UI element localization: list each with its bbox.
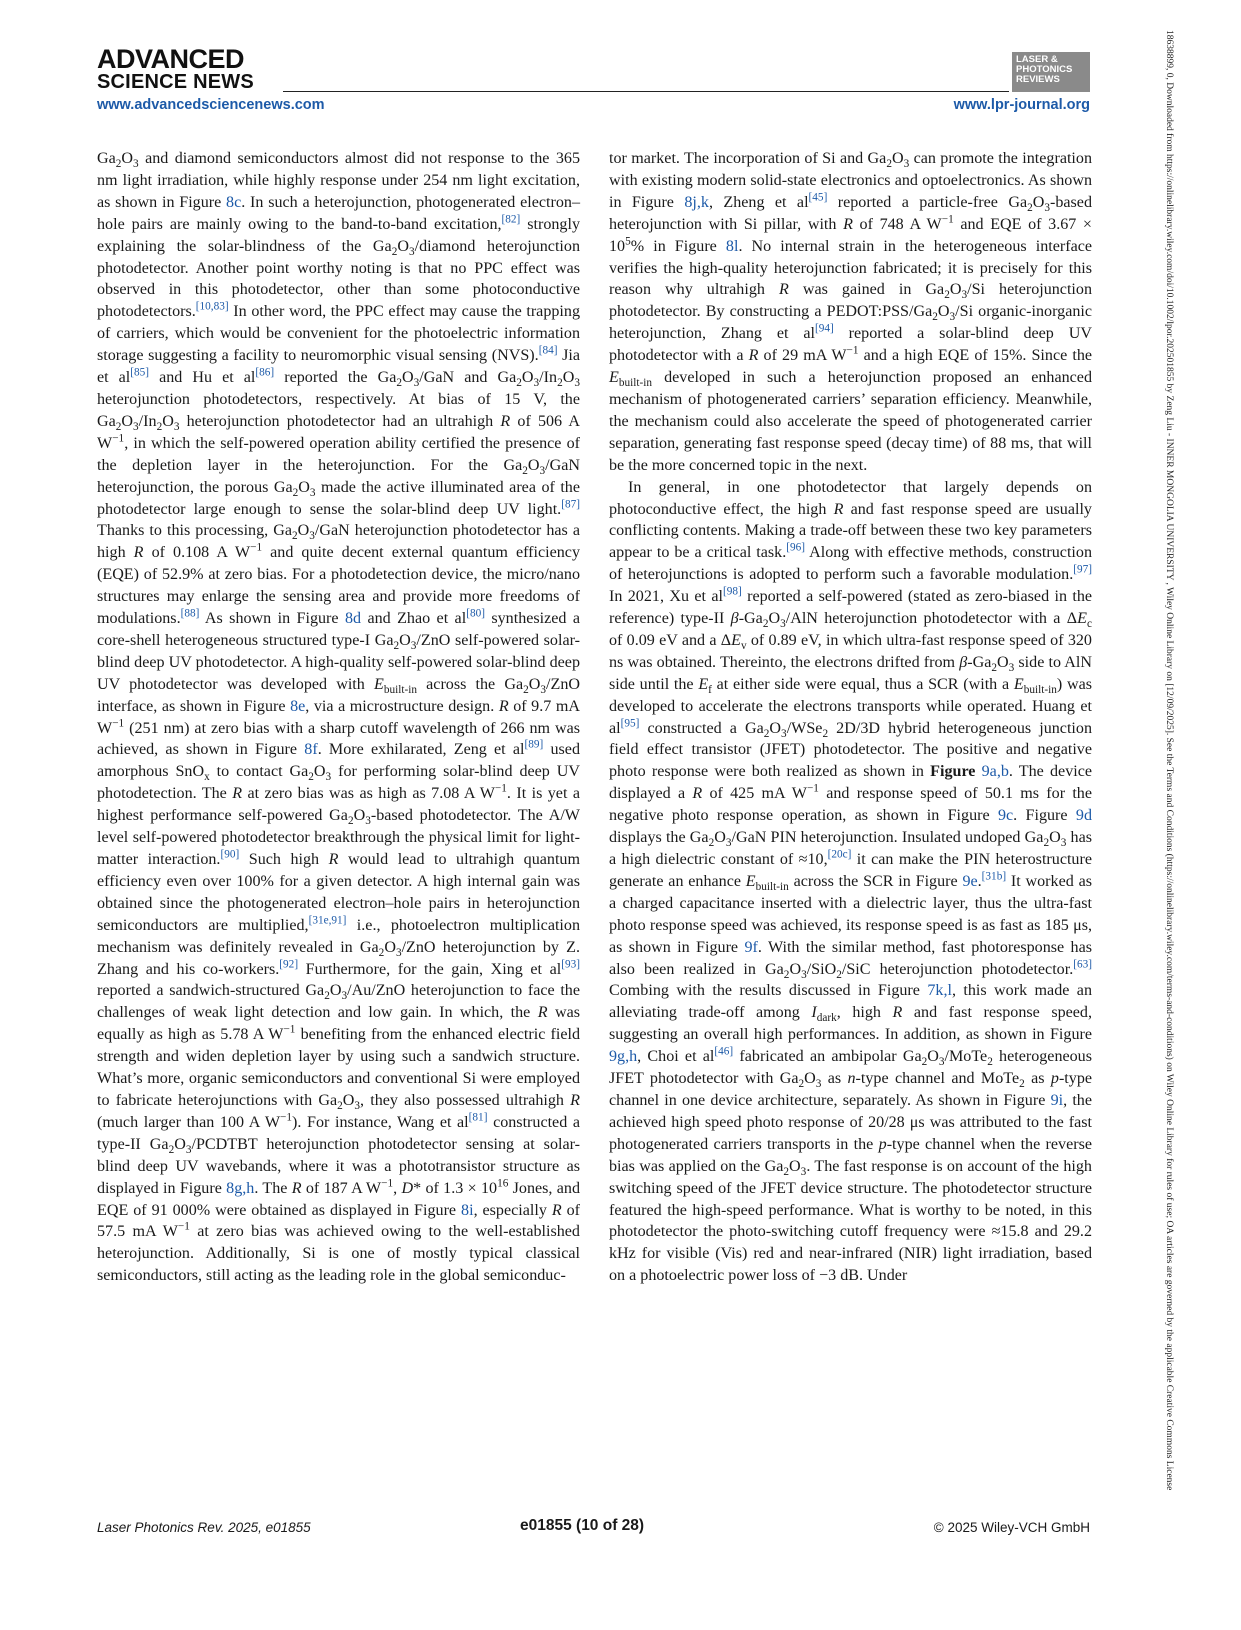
figure-link[interactable]: 8e bbox=[290, 697, 306, 715]
publisher-logo-subtitle: SCIENCE NEWS bbox=[97, 71, 254, 93]
citation-link[interactable]: [97] bbox=[1073, 563, 1092, 576]
figure-link[interactable]: 9d bbox=[1075, 807, 1092, 825]
body-paragraph: $Ga_2O_3$ and diamond semiconductors almost did not response to the 365 nm light irradiation, while highly response under 254 nm light excitation, as shown in Figure 8c. In such a heterojunction, photogenerated electron–hole pairs are mainly owing to the band-to-band excitation,[82] strongly explaining the solar-blindness of the $Ga_2O_3$/diamond heterojunction photodetector. Another point worthy noting is that no PPC effect was observed in this photodetector, other than some photoconductive photodetectors.[10,83] In other word, the PPC effect may cause the trapping of carriers, which would be convenient for the photoelectric information storage suggesting a facility to neuromorphic visual sensing (NVS).[84] Jia et al[85] and Hu et al[86] reported the $Ga_2O_3$/GaN and $Ga_2O_3/In_2O_3$ heterojunction photodetectors, respectively. At bias of 15 V, the $Ga_2O_3/In_2O_3$ heterojunction photodetector had an ultrahigh R of 506 A $W^{-1}$, in which the self-powered operation ability certified the presence of the depletion layer in the heterojunction. For the $Ga_2O_3$/GaN heterojunction, the porous $Ga_2O_3$ made the active illuminated area of the photodetector large enough to sense the solar-blind deep UV light.[87] Thanks to this processing, $Ga_2O_3$/GaN heterojunction photodetector has a high R of 0.108 A $W^{-1}$ and quite decent external quantum efficiency (EQE) of 52.9% at zero bias. For a photodetection device, the micro/nano structures may enlarge the sensing area and provide more freedoms of modulations.[88] As shown in Figure 8d and Zhao et al[80] synthesized a core-shell heterogeneous structured type-I $Ga_2O_3$/ZnO self-powered solar-blind deep UV photodetector. A high-quality self-powered solar-blind deep UV photodetector was developed with $E_{built-in}$ across the $Ga_2O_3$/ZnO interface, as shown in Figure 8e, via a microstructure design. R of 9.7 mA $W^{-1}$ (251 nm) at zero bias with a sharp cutoff wavelength of 266 nm was achieved, as shown in Figure 8f. More exhilarated, Zeng et al[89] used amorphous SnO$_x$ to contact $Ga_2O_3$ for performing solar-blind deep UV photodetection. The R at zero bias was as high as 7.08 A $W^{-1}$. It is yet a highest performance self-powered $Ga_2O_3$-based photodetector. The A/W level self-powered photodetector breakthrough the physical limit for light-matter interaction.[90] Such high R would lead to ultrahigh quantum efficiency even over 100% for a given detector. A high internal gain was obtained since the photogenerated electron–hole pairs in heterojunction semiconductors are multiplied,[31e,91] i.e., photoelectron multiplication mechanism was definitely revealed in $Ga_2O_3$/ZnO heterojunction by Z. Zhang and his co-workers.[92] Furthermore, for the gain, Xing et al[93] reported a sandwich-structured $Ga_2O_3/Au$/ZnO heterojunction to face the challenges of weak light detection and low gain. In which, the R was equally as high as 5.78 A $W^{-1}$ benefiting from the enhanced electric field strength and widen depletion layer by using such a sandwich structure. What’s more, organic semiconductors and conventional Si were employed to fabricate heterojunctions with $Ga_2O_3$, they also possessed ultrahigh R (much larger than 100 A $W^{-1}$). For instance, Wang et al[81] constructed a type-II $Ga_2O_3$/PCDTBT heterojunction photodetector sensing at solar-blind deep UV wavebands, where it was a phototransistor structure as displayed in Figure 8g,h. The R of 187 A $W^{-1}$, D* of $1.3 \times 10^{16}$ Jones, and EQE of 91 000% were obtained as displayed in Figure 8i, especially R of 57.5 mA $W^{-1}$ at zero bias was achieved owing to the well-established heterojunction. Additionally, Si is one of mostly typical classical semiconductors, still acting as the leading role in the global semiconduc- bbox=[97, 150, 581, 1285]
figure-link[interactable]: 9e bbox=[962, 872, 978, 890]
citation-link[interactable]: [89] bbox=[524, 739, 544, 752]
figure-link[interactable]: 7k,l bbox=[927, 982, 952, 1000]
citation-link[interactable]: [88] bbox=[180, 607, 200, 620]
body-paragraph: In general, in one photodetector that largely depends on photoconductive effect, the high R and fast response speed are usually conflicting contents. Making a trade-off between these two key parameters appear to be a critical task.[96] Along with effective methods, construction of heterojunctions is adopted to perform such a favorable modulation.[97] In 2021, Xu et al[98] reported a self-powered (stated as zero-biased in the reference) type-II $\beta-Ga_2O_3$/AlN heterojunction photodetector with a $\Delta E_c$ of 0.09 eV and a $\Delta E_v$ of 0.89 eV, in which ultra-fast response speed of 320 ns was obtained. Thereinto, the electrons drifted from $\beta-Ga_2O_3$ side to AlN side until the $E_f$ at either side were equal, thus a SCR (with a $E_{built-in}$) was developed to accelerate the electrons transports while operated. Huang et al[95] constructed a $Ga_2O_3/WSe_2$ 2D/3D hybrid heterogeneous junction field effect transistor (JFET) photodetector. The positive and negative photo response were both realized as shown in Figure 9a,b. The device displayed a R of 425 mA $W^{-1}$ and response speed of 50.1 ms for the negative photo response operation, as shown in Figure 9c. Figure 9d displays the $Ga_2O_3$/GaN PIN heterojunction. Insulated undoped $Ga_2O_3$ has a high dielectric constant of ≈10,[20c] it can make the PIN heterostructure generate an enhance $E_{built-in}$ across the SCR in Figure 9e.[31b] It worked as a charged capacitance inserted with a dielectric layer, thus the ultra-fast photo response speed was achieved, its response speed is as fast as 185 μs, as shown in Figure 9f. With the similar method, fast photoresponse has also been realized in $Ga_2O_3/SiO_2$/SiC heterojunction photodetector.[63] Combing with the results discussed in Figure 7k,l, this work made an alleviating trade-off among $I_{dark}$, high R and fast response speed, suggesting an overall high performances. In addition, as shown in Figure 9g,h, Choi et al[46] fabricated an ambipolar $Ga_2O_3/MoTe_2$ heterogeneous JFET photodetector with $Ga_2O_3$ as n-type channel and MoTe$_2$ as p-type channel in one device architecture, separately. As shown in Figure 9i, the achieved high speed photo response of 20/28 μs was attributed to the fast photogenerated carriers transports in the p-type channel when the reverse bias was applied on the $Ga_2O_3$. The fast response is on account of the high switching speed of the JFET device structure. The photodetector structure featured the high-speed performance. What is worthy to be noted, in this photodetector the photo-switching cutoff frequency were ≈15.8 and 29.2 kHz for visible (Vis) red and near-infrared (NIR) light irradiation, based on a photoelectric power loss of −3 dB. Under bbox=[609, 478, 1093, 1285]
citation-link[interactable]: [81] bbox=[468, 1111, 488, 1124]
figure-link[interactable]: 9i bbox=[1050, 1091, 1064, 1109]
citation-link[interactable]: [92] bbox=[279, 958, 299, 971]
citation-link[interactable]: [96] bbox=[786, 541, 806, 554]
citation-link[interactable]: [45] bbox=[808, 191, 828, 204]
page-number: e01855 (10 of 28) bbox=[520, 1517, 645, 1534]
citation-link[interactable]: [80] bbox=[466, 607, 485, 620]
header-rule bbox=[283, 91, 1009, 92]
figure-link[interactable]: 9f bbox=[744, 938, 758, 956]
citation-link[interactable]: [10,83] bbox=[195, 300, 229, 313]
citation-link[interactable]: [93] bbox=[561, 958, 580, 971]
citation-link[interactable]: [31e,91] bbox=[308, 914, 347, 927]
figure-link[interactable]: 9c bbox=[997, 807, 1014, 825]
figure-link[interactable]: 8f bbox=[304, 741, 318, 759]
citation-link[interactable]: [31b] bbox=[981, 870, 1007, 883]
citation-link[interactable]: [98] bbox=[722, 585, 742, 598]
figure-link[interactable]: 8l bbox=[725, 237, 739, 255]
figure-link[interactable]: 8d bbox=[344, 610, 362, 628]
figure-link[interactable]: 8j,k bbox=[684, 193, 709, 211]
journal-logo: LASER & PHOTONICS REVIEWS bbox=[1012, 52, 1090, 92]
figure-link[interactable]: 8g,h bbox=[226, 1179, 255, 1197]
publisher-logo: ADVANCED bbox=[97, 44, 245, 74]
right-column bbox=[609, 148, 1092, 1287]
citation-link[interactable]: [86] bbox=[255, 366, 275, 379]
citation-link[interactable]: [84] bbox=[538, 344, 558, 357]
copyright: © 2025 Wiley-VCH GmbH bbox=[933, 1520, 1090, 1535]
citation-link[interactable]: [90] bbox=[220, 848, 240, 861]
figure-link[interactable]: 8i bbox=[461, 1201, 474, 1219]
download-notice: 18638899, 0, Downloaded from https://onlinelibrary.wiley.com/doi/10.1002/lpor.202501855 by Zeng Liu - INNER MONGOLIA UNIVERSITY , Wiley Online Library on [12/09/2025]. See the Terms and Conditions (https://onlinelibrary.wiley.com/terms-and-conditions) on Wiley Online Library for rules of use; OA articles are governed by the applicable Creative Commons License bbox=[1164, 30, 1174, 1491]
figure-link[interactable]: 9g,h bbox=[609, 1048, 638, 1066]
citation-link[interactable]: [85] bbox=[130, 366, 150, 379]
citation-link[interactable]: [82] bbox=[501, 213, 521, 226]
citation-link[interactable]: [63] bbox=[1073, 958, 1092, 971]
body-paragraph: tor market. The incorporation of Si and $Ga_2O_3$ can promote the integration with existing modern solid-state electronics and optoelectronics. As shown in Figure 8j,k, Zheng et al[45] reported a particle-free $Ga_2O_3$-based heterojunction with Si pillar, with R of 748 A $W^{-1}$ and EQE of $3.67 \times 10^5\%$ in Figure 8l. No internal strain in the heterogeneous interface verifies the high-quality heterojunction fabricated; it is precisely for this reason why ultrahigh R was gained in $Ga_2O_3/Si$ heterojunction photodetector. By constructing a $PEDOT:PSS/Ga_2O_3/Si$ organic-inorganic heterojunction, Zhang et al[94] reported a solar-blind deep UV photodetector with a R of 29 mA $W^{-1}$ and a high EQE of 15%. Since the $E_{built-in}$ developed in such a heterojunction proposed an enhanced mechanism of photogenerated carriers’ separation efficiency. Meanwhile, the mechanism could also accelerate the speed of photogenerated carrier separation, generating fast response speed (decay time) of 88 ms, that will be the more concerned topic in the next. bbox=[609, 150, 1093, 474]
citation-link[interactable]: [20c] bbox=[827, 848, 852, 861]
figure-link[interactable]: 9a,b bbox=[981, 763, 1009, 781]
citation-link[interactable]: [95] bbox=[620, 717, 640, 730]
figure-link[interactable]: 8c bbox=[226, 193, 242, 211]
journal-citation: Laser Photonics Rev. 2025, e01855 bbox=[97, 1520, 311, 1535]
citation-link[interactable]: [87] bbox=[561, 498, 580, 511]
citation-link[interactable]: [94] bbox=[814, 322, 834, 335]
left-column bbox=[97, 148, 580, 1287]
publisher-url-link[interactable]: www.advancedsciencenews.com bbox=[97, 97, 325, 113]
citation-link[interactable]: [46] bbox=[714, 1045, 734, 1058]
journal-url-link[interactable]: www.lpr-journal.org bbox=[953, 97, 1090, 113]
